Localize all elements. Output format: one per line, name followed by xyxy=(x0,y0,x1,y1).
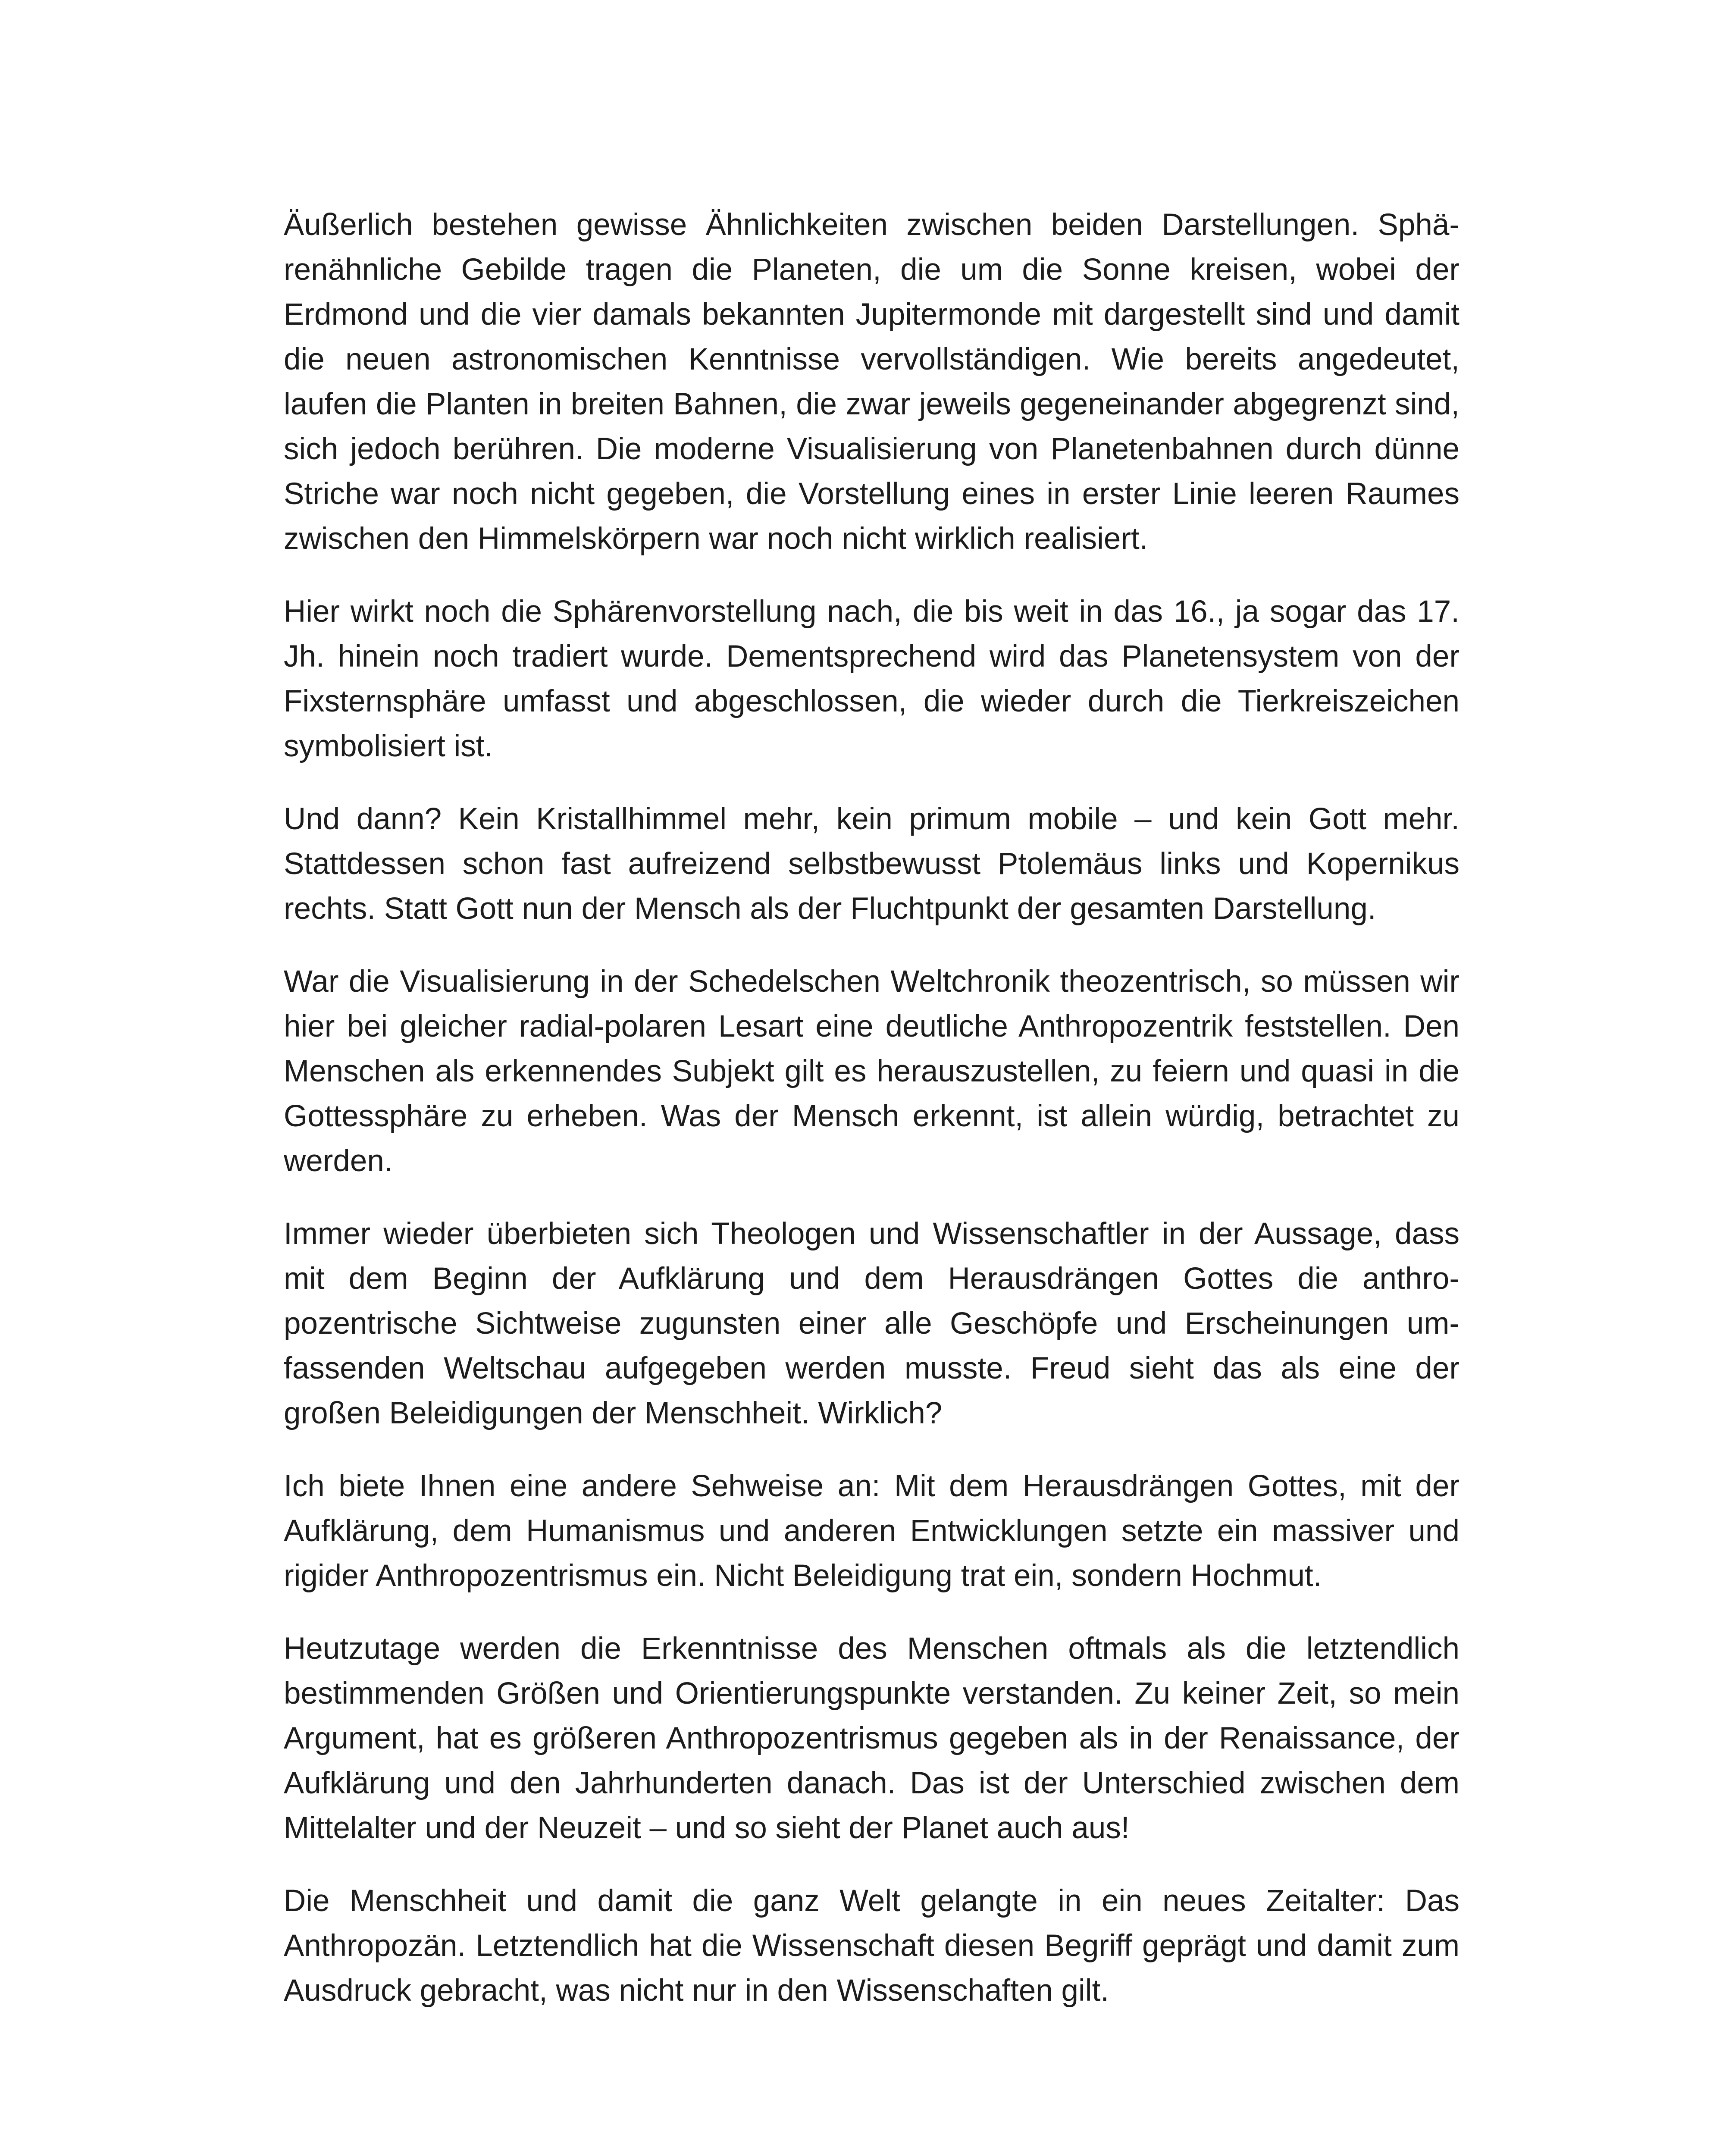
paragraph-4: War die Visualisierung in der Schedelschen Weltchronik theozentrisch, so müssen wir hier bei gleicher radial-polaren Lesart eine deutliche Anthropozentrik feststellen. Den Menschen als erkennendes Subjekt gilt es herauszustellen, zu feiern und quasi in die Gottessphäre zu erheben. Was der Mensch erkennt, ist allein würdig, betrachtet zu werden. xyxy=(284,965,1460,1178)
paragraph-8: Die Menschheit und damit die ganz Welt gelangte in ein neues Zeitalter: Das Anthropozän. Letztendlich hat die Wissenschaft diesen Begriff geprägt und damit zum Ausdruck gebracht, was nicht nur in den Wissenschaften gilt. xyxy=(284,1884,1460,2008)
paragraph-5: Immer wieder überbieten sich Theologen und Wissenschaftler in der Aussage, dass mit dem Beginn der Aufklärung und dem Herausdrängen Gottes die anthropozentrische Sichtweise zugunsten einer alle Geschöpfe und Erscheinungen umfassenden Weltschau aufgegeben werden musste. Freud sieht das als eine der großen Beleidigungen der Menschheit. Wirklich? xyxy=(284,1217,1460,1430)
body-text xyxy=(284,203,1460,2041)
paragraph-7: Heutzutage werden die Erkenntnisse des Menschen oftmals als die letztendlich bestimmenden Größen und Orientierungspunkte verstanden. Zu keiner Zeit, so mein Argument, hat es größeren Anthropozentrismus gegeben als in der Renaissance, der Aufklärung und den Jahrhunderten danach. Das ist der Unterschied zwischen dem Mittelalter und der Neuzeit – und so sieht der Planet auch aus! xyxy=(284,1632,1460,1845)
paragraph-3: Und dann? Kein Kristallhimmel mehr, kein primum mobile – und kein Gott mehr. Stattdessen schon fast aufreizend selbstbewusst Ptolemäus links und Kopernikus rechts. Statt Gott nun der Mensch als der Fluchtpunkt der gesamten Darstellung. xyxy=(284,802,1460,926)
paragraph-2: Hier wirkt noch die Sphärenvorstellung nach, die bis weit in das 16., ja sogar das 17. Jh. hinein noch tradiert wurde. Dementsprechend wird das Planetensystem von der Fixsternsphäre umfasst und abgeschlossen, die wieder durch die Tierkreiszeichen symbolisiert ist. xyxy=(284,595,1460,763)
paragraph-1: Äußerlich bestehen gewisse Ähnlichkeiten zwischen beiden Darstellungen. Sphärenähnliche Gebilde tragen die Planeten, die um die Sonne kreisen, wobei der Erdmond und die vier damals bekannten Jupitermonde mit dargestellt sind und damit die neuen astronomischen Kenntnisse vervollständigen. Wie bereits angedeutet, laufen die Planten in breiten Bahnen, die zwar jeweils gegeneinander abgegrenzt sind, sich jedoch berühren. Die moderne Visualisierung von Planetenbahnen durch dünne Striche war noch nicht gegeben, die Vorstellung eines in erster Linie leeren Raumes zwischen den Himmelskörpern war noch nicht wirklich realisiert. xyxy=(284,208,1460,556)
paragraph-6: Ich biete Ihnen eine andere Sehweise an: Mit dem Herausdrängen Gottes, mit der Aufklärung, dem Humanismus und anderen Entwicklungen setzte ein massiver und rigider Anthropozentrismus ein. Nicht Beleidigung trat ein, sondern Hochmut. xyxy=(284,1469,1460,1593)
